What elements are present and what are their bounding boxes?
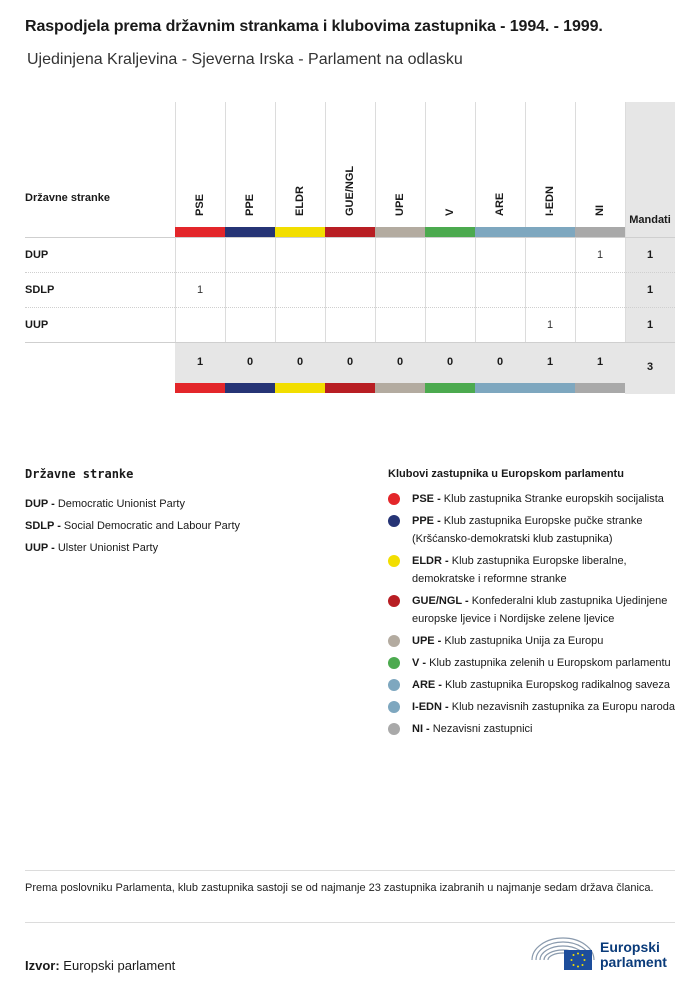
group-legend-item [388,676,678,694]
row-divider [25,342,675,343]
group-legend-item [388,720,678,738]
group-legend-item [388,592,678,628]
column-header [525,146,575,226]
column-total: 0 [296,356,304,368]
column-total: 0 [396,356,404,368]
column-total: 1 [546,356,554,368]
column-color-bar [475,227,525,237]
row-total: 1 [646,284,654,296]
column-color-bar-bottom [275,383,325,393]
color-dot-icon [388,595,400,607]
column-header [375,146,425,226]
footnote: Prema poslovniku Parlamenta, klub zastupnika sastoji se od najmanje 23 zastupnika izabranih u najmanje sedam država članica. [25,882,654,894]
column-header [175,146,225,226]
total-header: Mandati [629,214,671,226]
group-name: Klub zastupnika Europskog radikalnog saveza [445,679,671,691]
column-header [575,146,625,226]
distribution-table [25,102,675,394]
color-dot-icon [388,657,400,669]
column-total: 1 [196,356,204,368]
group-legend-item [388,698,678,716]
column-header-label: GUE/NGL [344,165,356,216]
source-label: Izvor: [25,958,60,973]
group-name: Klub zastupnika zelenih u Europskom parlamentu [429,657,671,669]
column-color-bar [325,227,375,237]
column-header-label: ELDR [294,186,306,216]
column-color-bar [375,227,425,237]
groups-legend [388,490,678,742]
column-color-bar [525,227,575,237]
column-header [225,146,275,226]
group-legend-item [388,552,678,588]
groups-legend-title: Klubovi zastupnika u Europskom parlamentu [388,468,624,480]
logo-line-1: Europski [600,939,660,955]
party-legend-item [25,515,355,537]
color-dot-icon [388,635,400,647]
column-divider [625,102,626,342]
column-color-bar-bottom [325,383,375,393]
column-color-bar [175,227,225,237]
column-total: 0 [346,356,354,368]
column-header [325,146,375,226]
source-value: Europski parlament [63,958,176,973]
row-label: SDLP [25,284,55,296]
color-dot-icon [388,701,400,713]
group-name: Klub zastupnika Europske liberalne, demokratske i reformne stranke [412,555,627,585]
source [25,958,175,973]
group-legend-item [388,490,678,508]
party-abbr: SDLP - [25,520,61,532]
column-total: 0 [446,356,454,368]
party-name: Social Democratic and Labour Party [63,520,241,532]
row-total: 1 [646,249,654,261]
table-cell: 1 [596,249,604,261]
column-header-label: V [444,208,456,216]
color-dot-icon [388,555,400,567]
column-color-bar-bottom [225,383,275,393]
party-abbr: DUP - [25,498,55,510]
table-cell: 1 [196,284,204,296]
group-name: Konfederalni klub zastupnika Ujedinjene europske ljevice i Nordijske zelene ljevice [412,595,668,625]
column-color-bar [425,227,475,237]
party-name: Ulster Unionist Party [57,542,159,554]
row-total: 1 [646,319,654,331]
grand-total: 3 [646,361,654,373]
color-dot-icon [388,679,400,691]
page-subtitle: Ujedinjena Kraljevina - Sjeverna Irska - Parlament na odlasku [27,51,463,68]
group-abbr: PPE - [412,515,441,527]
column-color-bar [275,227,325,237]
group-legend-item [388,654,678,672]
color-dot-icon [388,515,400,527]
page-title: Raspodjela prema državnim strankama i klubovima zastupnika - 1994. - 1999. [25,18,603,35]
column-color-bar [575,227,625,237]
column-header-label: PPE [244,193,256,216]
group-name: Klub zastupnika Europske pučke stranke (Kršćansko-demokratski klub zastupnika) [412,515,643,545]
party-name: Democratic Unionist Party [57,498,185,510]
party-legend-item [25,493,355,515]
row-label: DUP [25,249,49,261]
column-total: 0 [246,356,254,368]
column-header [475,146,525,226]
group-name: Nezavisni zastupnici [432,723,533,735]
party-legend-item [25,537,355,559]
group-name: Klub zastupnika Unija za Europu [444,635,604,647]
column-color-bar-bottom [375,383,425,393]
column-header [275,146,325,226]
divider [25,870,675,871]
total-column-background [625,102,675,394]
column-color-bar-bottom [575,383,625,393]
column-header [425,146,475,226]
parties-legend-title: Državne stranke [25,467,134,481]
column-header-label: I-EDN [544,186,556,216]
color-dot-icon [388,493,400,505]
column-color-bar-bottom [175,383,225,393]
parties-legend [25,493,355,559]
european-parliament-logo [528,930,678,974]
column-header-label: PSE [194,193,206,216]
logo-line-2: parlament [600,954,667,970]
column-color-bar-bottom [525,383,575,393]
group-abbr: ARE - [412,679,442,691]
group-abbr: PSE - [412,493,441,505]
table-cell: 1 [546,319,554,331]
group-abbr: V - [412,657,427,669]
column-color-bar [225,227,275,237]
row-divider [25,237,675,238]
parliament-hemicycle-icon [528,930,598,974]
row-label: UUP [25,319,49,331]
column-total: 1 [596,356,604,368]
column-total: 0 [496,356,504,368]
divider [25,922,675,923]
group-abbr: GUE/NGL - [412,595,469,607]
party-abbr: UUP - [25,542,55,554]
row-divider [25,307,675,308]
row-divider [25,272,675,273]
color-dot-icon [388,723,400,735]
group-abbr: NI - [412,723,430,735]
group-abbr: I-EDN - [412,701,449,713]
group-legend-item [388,632,678,650]
column-header-label: ARE [494,192,506,216]
group-name: Klub nezavisnih zastupnika za Europu naroda [451,701,675,713]
group-abbr: ELDR - [412,555,449,567]
group-abbr: UPE - [412,635,442,647]
column-header-label: UPE [394,193,406,216]
column-color-bar-bottom [475,383,525,393]
column-header-label: NI [594,205,606,216]
group-legend-item [388,512,678,548]
logo-text [600,940,667,970]
row-header: Državne stranke [25,192,110,204]
group-name: Klub zastupnika Stranke europskih socijalista [443,493,664,505]
column-color-bar-bottom [425,383,475,393]
